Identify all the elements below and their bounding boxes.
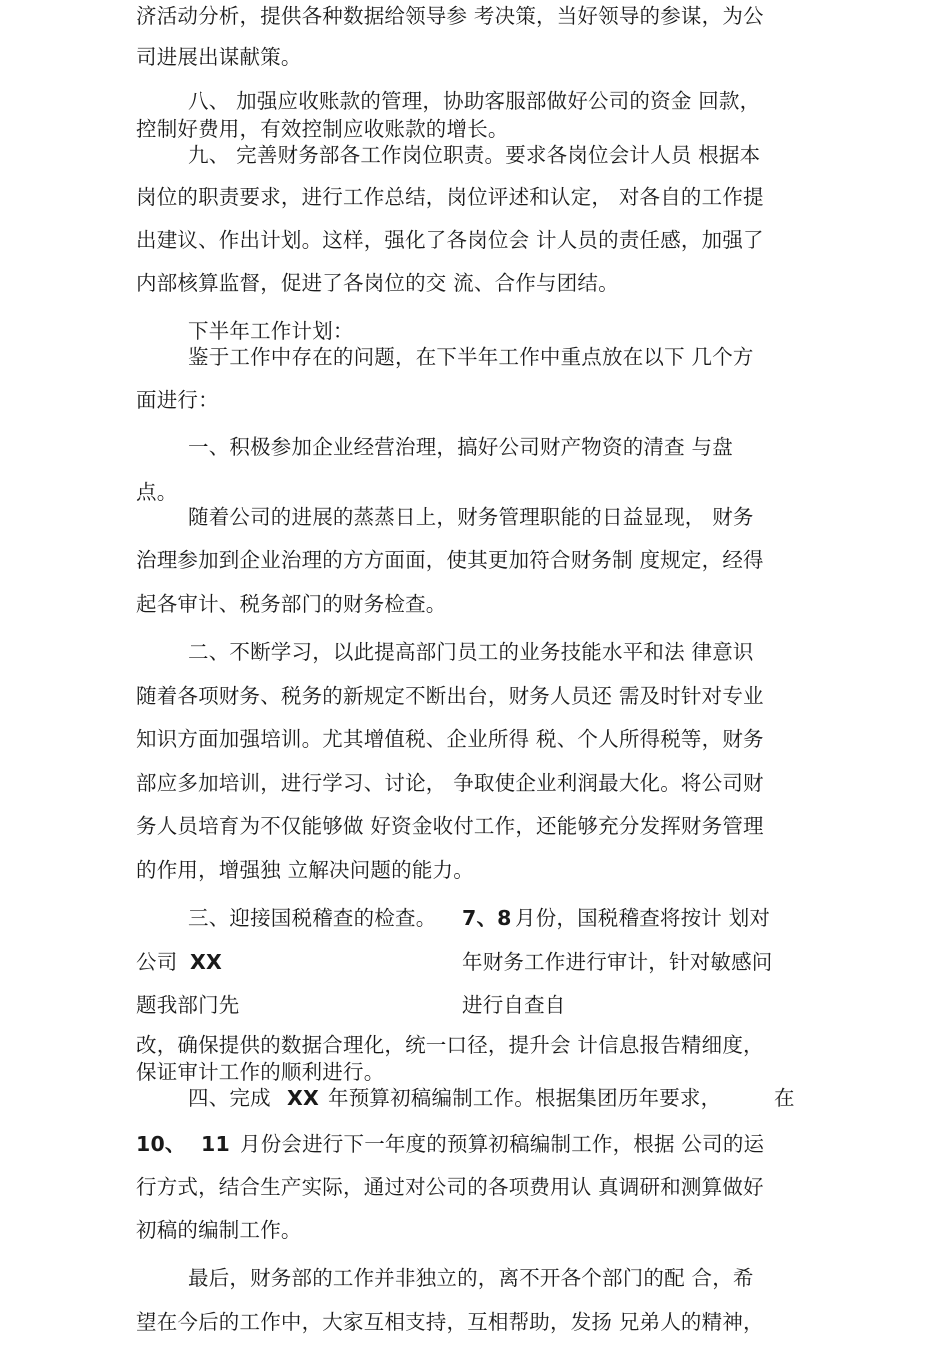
paragraph-line: 四、完成 xyxy=(188,1086,271,1110)
paragraph-line: 岗位的职责要求，进行工作总结，岗位评述和认定， 对各自的工作提 xyxy=(136,185,764,209)
paragraph-line: 在 xyxy=(774,1086,795,1110)
paragraph-line: 改，确保提供的数据合理化，统一口径，提升会 计信息报告精细度， xyxy=(136,1033,764,1057)
paragraph-line: 三、迎接国税稽查的检查。 xyxy=(188,906,437,930)
paragraph-line: 务人员培育为不仅能够做 好资金收付工作，还能够充分发挥财务管理 xyxy=(136,814,764,838)
paragraph-line: 内部核算监督，促进了各岗位的交 流、合作与团结。 xyxy=(136,271,619,295)
section-heading: 下半年工作计划： xyxy=(188,319,354,343)
paragraph-line: 随着公司的进展的蒸蒸日上，财务管理职能的日益显现， 财务 xyxy=(188,505,754,529)
bold-text: 7、8 xyxy=(462,906,512,930)
bold-text: XX xyxy=(287,1086,320,1110)
paragraph-line: 起各审计、税务部门的财务检查。 xyxy=(136,592,447,616)
paragraph-line: 随着各项财务、税务的新规定不断出台，财务人员还 需及时针对专业 xyxy=(136,684,764,708)
paragraph-line: 年财务工作进行审计，针对敏感问 xyxy=(462,950,773,974)
paragraph-line: 司进展出谋献策。 xyxy=(136,45,302,69)
paragraph-line: 九、 完善财务部各工作岗位职责。要求各岗位会计人员 根据本 xyxy=(188,143,761,167)
paragraph-line: 面进行： xyxy=(136,388,219,412)
paragraph-line: 公司 xyxy=(136,950,178,974)
paragraph-line: 初稿的编制工作。 xyxy=(136,1218,302,1242)
paragraph-line: 八、 加强应收账款的管理，协助客服部做好公司的资金 回款， xyxy=(188,89,761,113)
bold-text: 11 xyxy=(201,1132,230,1156)
paragraph-line: 最后，财务部的工作并非独立的，离不开各个部门的配 合，希 xyxy=(188,1266,754,1290)
paragraph-line: 月份，国税稽查将按计 划对 xyxy=(515,906,771,930)
paragraph-line: 月份会进行下一年度的预算初稿编制工作，根据 公司的运 xyxy=(240,1132,765,1156)
paragraph-line: 年预算初稿编制工作。根据集团历年要求， xyxy=(328,1086,722,1110)
bold-text: XX xyxy=(190,950,223,974)
paragraph-line: 进行自查自 xyxy=(462,993,566,1017)
paragraph-line: 鉴于工作中存在的问题，在下半年工作中重点放在以下 几个方 xyxy=(188,345,754,369)
paragraph-line: 点。 xyxy=(136,480,178,504)
paragraph-line: 出建议、作出计划。这样，强化了各岗位会 计人员的责任感，加强了 xyxy=(136,228,764,252)
paragraph-line: 一、积极参加企业经营治理，搞好公司财产物资的清查 与盘 xyxy=(188,435,733,459)
paragraph-line: 行方式，结合生产实际，通过对公司的各项费用认 真调研和测算做好 xyxy=(136,1175,764,1199)
paragraph-line: 知识方面加强培训。尤其增值税、企业所得 税、个人所得税等，财务 xyxy=(136,727,764,751)
paragraph-line: 二、不断学习，以此提高部门员工的业务技能水平和法 律意识 xyxy=(188,640,754,664)
paragraph-line: 控制好费用，有效控制应收账款的增长。 xyxy=(136,117,509,141)
paragraph-line: 题我部门先 xyxy=(136,993,240,1017)
paragraph-line: 济活动分析，提供各种数据给领导参 考决策，当好领导的参谋，为公 xyxy=(136,4,764,28)
paragraph-line: 望在今后的工作中，大家互相支持，互相帮助，发扬 兄弟人的精神， xyxy=(136,1310,764,1334)
paragraph-line: 保证审计工作的顺利进行。 xyxy=(136,1060,385,1084)
paragraph-line: 治理参加到企业治理的方方面面，使其更加符合财务制 度规定，经得 xyxy=(136,548,764,572)
bold-text: 10、 xyxy=(136,1132,186,1156)
paragraph-line: 的作用，增强独 立解决问题的能力。 xyxy=(136,858,474,882)
paragraph-line: 部应多加培训，进行学习、讨论， 争取使企业利润最大化。将公司财 xyxy=(136,771,764,795)
